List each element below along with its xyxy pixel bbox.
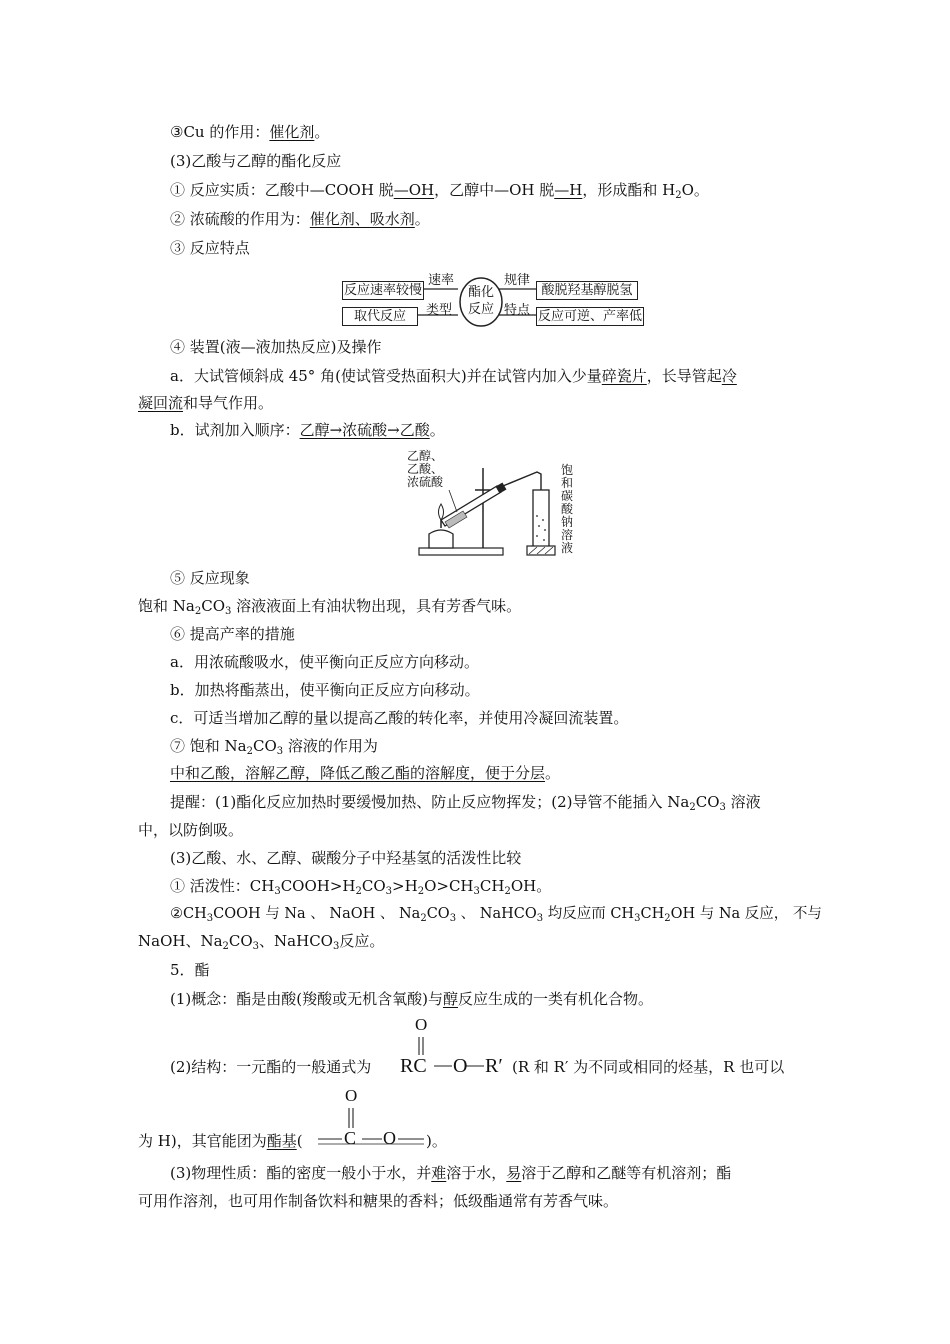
reagents-label: 乙醇、 乙酸、 浓硫酸	[407, 449, 444, 489]
ester-general-formula	[400, 1015, 512, 1079]
solution-label	[561, 464, 575, 555]
rc-group: RC	[400, 1055, 427, 1077]
text-line: 中和乙酸，溶解乙醇，降低乙酸乙酯的溶解度，便于分层。	[170, 764, 561, 782]
text-line: ④ 装置(液—液加热反应)及操作	[170, 338, 382, 356]
solution-char: 碳	[561, 489, 574, 503]
text-line: 提醒：(1)酯化反应加热时要缓慢加热、防止反应物挥发；(2)导管不能插入 $Na_2CO_3$ 溶液	[170, 793, 761, 813]
group-carbon: C	[344, 1128, 357, 1148]
feature-label: 特点	[504, 303, 531, 318]
rule-box: 酸脱羟基醇脱氢	[536, 281, 638, 300]
text-line: 中，以防倒吸。	[138, 821, 244, 839]
text-line: a．大试管倾斜成 45° 角(使试管受热面积大)并在试管内加入少量碎瓷片，长导管起冷	[170, 367, 737, 385]
diagram-center: 酯化 反应	[467, 285, 494, 317]
section-heading: (3)乙酸、水、乙醇、碳酸分子中羟基氢的活泼性比较	[170, 849, 522, 867]
text-line: ② 浓硫酸的作用为：催化剂、吸水剂。	[170, 210, 430, 228]
section-heading: (3)乙酸与乙醇的酯化反应	[170, 152, 342, 170]
group-bonds	[318, 1086, 426, 1152]
type-label: 类型	[426, 303, 453, 318]
text-line: 可用作溶剂，也可用作制备饮料和糖果的香料；低级酯通常有芳香气味。	[138, 1192, 619, 1210]
text-line: ③ 反应特点	[170, 239, 250, 257]
solution-char: 液	[561, 541, 574, 555]
solution-char: 饱	[561, 463, 574, 477]
text-line: )。	[426, 1132, 447, 1150]
text-line: ⑦ 饱和 $Na_2CO_3$ 溶液的作用为	[170, 737, 378, 757]
feature-box: 反应可逆、产率低	[537, 309, 642, 324]
rate-box: 反应速率较慢	[343, 283, 422, 298]
solution-char: 溶	[561, 528, 574, 542]
text-line: b．试剂加入顺序：乙醇→浓硫酸→乙酸。	[170, 421, 445, 439]
ester-group-formula	[318, 1086, 426, 1152]
text-line: 为 H)，其官能团为酯基(	[138, 1132, 303, 1150]
text-line: ⑥ 提高产率的措施	[170, 625, 295, 643]
text-line: ③Cu 的作用：催化剂。	[170, 123, 330, 141]
text-line: 饱和 $Na_2CO_3$ 溶液液面上有油状物出现，具有芳香气味。	[138, 597, 522, 617]
text-line: (3)物理性质：酯的密度一般小于水，并难溶于水，易溶于乙醇和乙醚等有机溶剂；酯	[170, 1164, 732, 1182]
r-prime: R′	[485, 1055, 503, 1077]
text-line: ⑤ 反应现象	[170, 569, 250, 587]
apparatus-figure	[405, 450, 580, 560]
esterification-diagram	[340, 267, 650, 329]
carbonyl-oxygen: O	[415, 1015, 428, 1034]
text-line: NaOH、$Na_2CO_3$、NaHCO$_3$反应。	[138, 932, 385, 952]
text-line: 凝回流和导气作用。	[138, 394, 274, 412]
type-box: 取代反应	[342, 307, 418, 326]
rate-label: 速率	[428, 273, 455, 288]
text-line: ① 活泼性：$CH_3COOH>H_2CO_3>H_2O>CH_3CH_2OH$。	[170, 877, 552, 897]
text-line: c．可适当增加乙醇的量以提高乙酸的转化率，并使用冷凝回流装置。	[170, 709, 629, 727]
text-line: a．用浓硫酸吸水，使平衡向正反应方向移动。	[170, 653, 479, 671]
text-line: ① 反应实质：乙酸中—COOH 脱—OH，乙醇中—OH 脱—H，形成酯和 $H_2O$。	[170, 181, 709, 201]
group-ether-oxygen: O	[383, 1128, 396, 1148]
text-line: b．加热将酯蒸出，使平衡向正反应方向移动。	[170, 681, 480, 699]
ether-oxygen: O	[453, 1055, 468, 1077]
solution-char: 和	[561, 476, 574, 490]
rule-label: 规律	[504, 273, 531, 288]
section-heading: 5．酯	[170, 961, 210, 979]
solution-char: 钠	[561, 515, 574, 529]
solution-char: 酸	[561, 502, 574, 516]
text-line: $②CH_3COOH$ 与 Na 、 NaOH 、 $Na_2CO_3$ 、 NaHCO$_3$ 均反应而 $CH_3CH_2OH$ 与 Na 反应， 不与	[170, 906, 822, 924]
text-line: (1)概念：酯是由酸(羧酸或无机含氧酸)与醇反应生成的一类有机化合物。	[170, 990, 653, 1008]
text-line: (2)结构：一元酯的一般通式为	[170, 1058, 372, 1076]
group-carbonyl-oxygen: O	[345, 1086, 358, 1105]
text-line: (R 和 R′ 为不同或相同的烃基，R 也可以	[512, 1058, 785, 1076]
